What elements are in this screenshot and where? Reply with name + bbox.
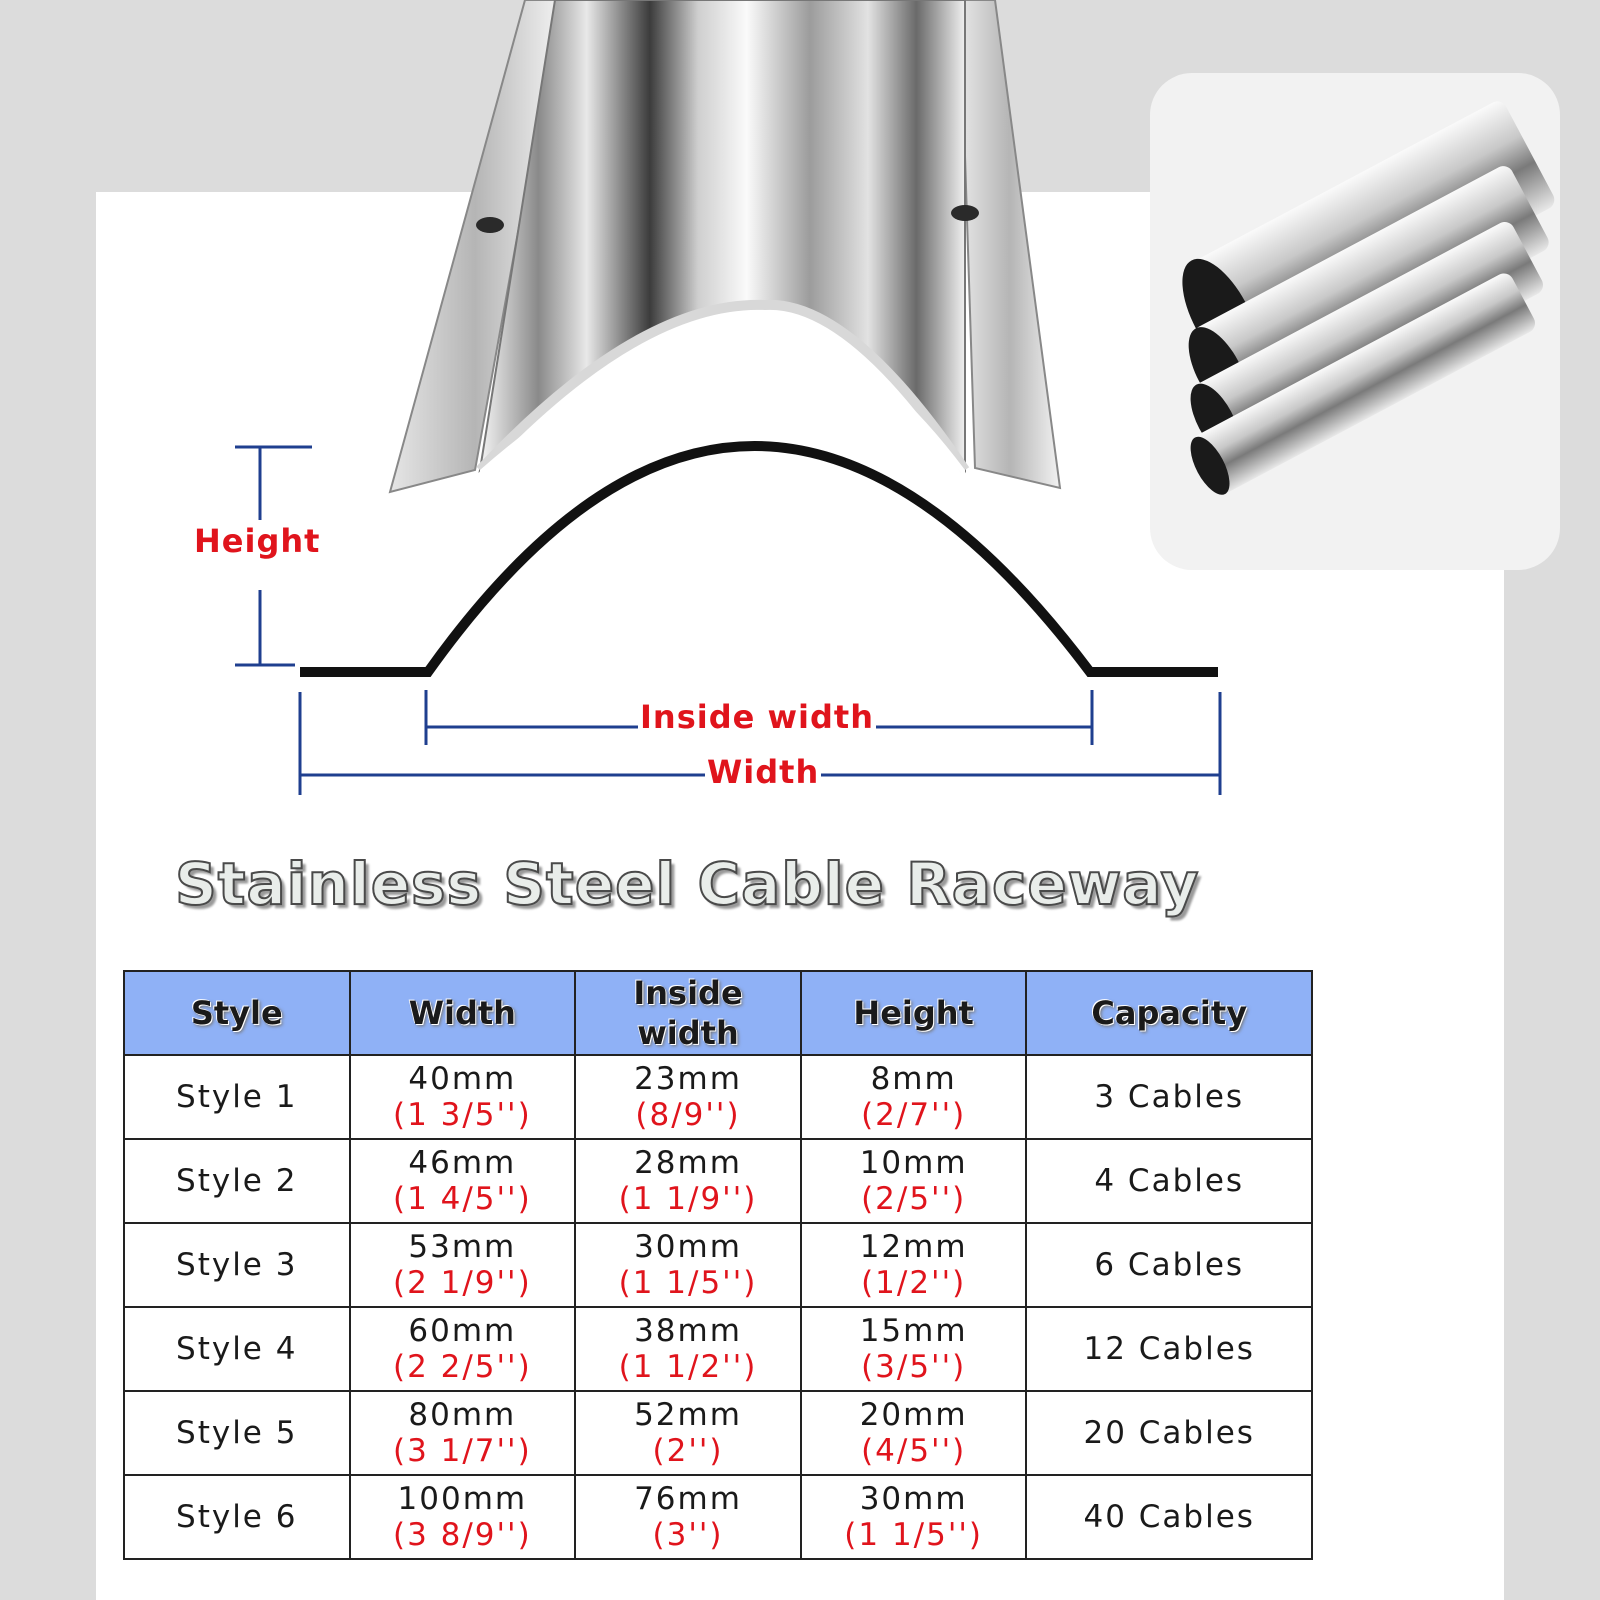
- width-mm-value: 60mm: [408, 1313, 517, 1349]
- height-mm-value: 20mm: [859, 1397, 968, 1433]
- header-inside-width-text: Inside width: [633, 974, 743, 1052]
- capacity-value: 3 Cables: [1094, 1079, 1245, 1115]
- width-cell: [350, 1223, 576, 1307]
- width-inch-value: (1 3/5''): [392, 1097, 532, 1133]
- style-cell: [124, 1223, 350, 1307]
- inside-width-inch-value: (1 1/2''): [618, 1349, 758, 1385]
- capacity-value: 12 Cables: [1083, 1331, 1255, 1367]
- inside-width-cell: [575, 1139, 801, 1223]
- capacity-value: 6 Cables: [1094, 1247, 1245, 1283]
- width-inch-value: (1 4/5''): [392, 1181, 532, 1217]
- width-inch-value: (2 2/5''): [392, 1349, 532, 1385]
- height-mm-value: 15mm: [859, 1313, 968, 1349]
- height-inch-value: (1/2''): [861, 1265, 967, 1301]
- height-cell: [801, 1307, 1027, 1391]
- height-inch-value: (1 1/5''): [844, 1517, 983, 1553]
- height-inch-value: (3/5''): [861, 1349, 967, 1385]
- style-value: Style 5: [176, 1415, 298, 1451]
- inside-width-label: Inside width: [640, 698, 874, 736]
- inside-width-mm-value: 30mm: [634, 1229, 742, 1265]
- width-cell: [350, 1139, 576, 1223]
- height-inch-value: (2/5''): [861, 1181, 967, 1217]
- inside-width-cell: [575, 1391, 801, 1475]
- capacity-value: 40 Cables: [1083, 1499, 1255, 1535]
- height-mm-value: 30mm: [859, 1481, 968, 1517]
- height-cell: [801, 1391, 1027, 1475]
- inside-width-mm-value: 38mm: [634, 1313, 742, 1349]
- table-row: [124, 1475, 1312, 1559]
- width-cell: [350, 1475, 576, 1559]
- style-value: Style 1: [176, 1079, 298, 1115]
- width-cell: [350, 1391, 576, 1475]
- width-inch-value: (3 1/7''): [392, 1433, 532, 1469]
- inside-width-mm-value: 76mm: [634, 1481, 742, 1517]
- style-cell: [124, 1307, 350, 1391]
- capacity-value: 4 Cables: [1094, 1163, 1245, 1199]
- header-width: Width: [350, 971, 576, 1055]
- header-capacity: Capacity: [1026, 971, 1312, 1055]
- style-cell: [124, 1391, 350, 1475]
- style-cell: [124, 1475, 350, 1559]
- table-row: [124, 1391, 1312, 1475]
- width-mm-value: 53mm: [408, 1229, 517, 1265]
- width-mm-value: 100mm: [397, 1481, 528, 1517]
- inside-width-cell: [575, 1475, 801, 1559]
- table-row: [124, 1307, 1312, 1391]
- inside-width-inch-value: (1 1/5''): [618, 1265, 758, 1301]
- style-cell: [124, 1055, 350, 1139]
- width-inch-value: (3 8/9''): [392, 1517, 532, 1553]
- capacity-cell: [1026, 1475, 1312, 1559]
- width-mm-value: 80mm: [408, 1397, 517, 1433]
- height-label: Height: [194, 522, 321, 560]
- capacity-cell: [1026, 1307, 1312, 1391]
- inside-width-mm-value: 52mm: [634, 1397, 742, 1433]
- width-cell: [350, 1055, 576, 1139]
- raceway-profile-line: [300, 446, 1218, 672]
- height-inch-value: (4/5''): [861, 1433, 967, 1469]
- height-cell: [801, 1139, 1027, 1223]
- width-cell: [350, 1307, 576, 1391]
- width-label: Width: [707, 753, 820, 791]
- height-cell: [801, 1223, 1027, 1307]
- table-row: [124, 1139, 1312, 1223]
- header-inside-width: [575, 971, 801, 1055]
- capacity-cell: [1026, 1055, 1312, 1139]
- style-value: Style 2: [176, 1163, 298, 1199]
- spec-table-header-row: [124, 971, 1312, 1055]
- header-style: Style: [124, 971, 350, 1055]
- inside-width-cell: [575, 1307, 801, 1391]
- style-value: Style 6: [176, 1499, 298, 1535]
- inside-width-cell: [575, 1223, 801, 1307]
- capacity-cell: [1026, 1223, 1312, 1307]
- inside-width-inch-value: (3''): [652, 1517, 724, 1553]
- inside-width-inch-value: (1 1/9''): [618, 1181, 758, 1217]
- product-title: Stainless Steel Cable Raceway: [175, 850, 1200, 918]
- table-row: [124, 1223, 1312, 1307]
- style-value: Style 3: [176, 1247, 298, 1283]
- inside-width-inch-value: (8/9''): [635, 1097, 741, 1133]
- height-mm-value: 10mm: [859, 1145, 968, 1181]
- height-cell: [801, 1055, 1027, 1139]
- capacity-value: 20 Cables: [1083, 1415, 1255, 1451]
- height-mm-value: 12mm: [859, 1229, 968, 1265]
- inside-width-inch-value: (2''): [652, 1433, 724, 1469]
- width-mm-value: 40mm: [408, 1061, 517, 1097]
- width-mm-value: 46mm: [408, 1145, 517, 1181]
- style-value: Style 4: [176, 1331, 298, 1367]
- inside-width-mm-value: 28mm: [634, 1145, 742, 1181]
- width-inch-value: (2 1/9''): [392, 1265, 532, 1301]
- height-mm-value: 8mm: [870, 1061, 957, 1097]
- inside-width-mm-value: 23mm: [634, 1061, 742, 1097]
- height-cell: [801, 1475, 1027, 1559]
- height-inch-value: (2/7''): [861, 1097, 967, 1133]
- spec-table: [123, 970, 1313, 1560]
- header-height: Height: [801, 971, 1027, 1055]
- inside-width-cell: [575, 1055, 801, 1139]
- capacity-cell: [1026, 1139, 1312, 1223]
- table-row: [124, 1055, 1312, 1139]
- capacity-cell: [1026, 1391, 1312, 1475]
- style-cell: [124, 1139, 350, 1223]
